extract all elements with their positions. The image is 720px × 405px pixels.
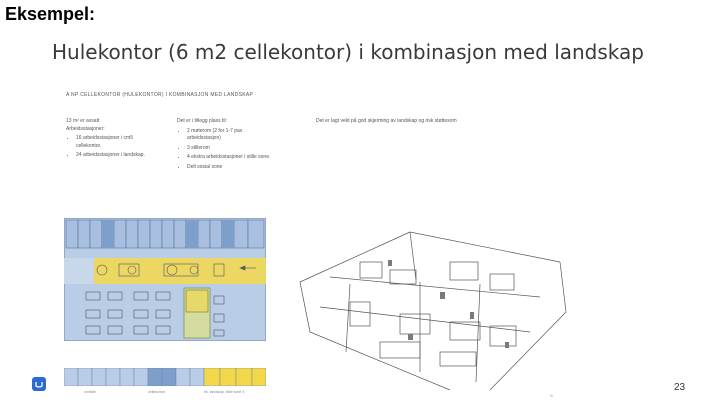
page-number: 23 bbox=[674, 382, 686, 393]
list-item: • 4 ekstra arbeidsstasjoner i stille sone. bbox=[187, 154, 275, 162]
list-item: • Delt sosial sone bbox=[187, 164, 275, 172]
list-item: • 2 møterom (2 for 1-7 pax arbeidsstasjon) bbox=[187, 128, 275, 143]
workstation-column bbox=[66, 118, 158, 162]
legend-caption: bh, landskap, stille sone 3 bbox=[204, 390, 245, 394]
note-column bbox=[316, 118, 476, 126]
list-item: • 3 stillerom bbox=[187, 145, 275, 153]
extra-space-list bbox=[177, 128, 275, 172]
area-text: 13 m² er avsatt bbox=[66, 118, 100, 124]
workstations-heading: Arbeidsstasjoner: bbox=[66, 125, 105, 132]
sketch-mark: Ill. bbox=[550, 394, 554, 398]
legend-strip bbox=[64, 368, 266, 386]
floorplan-illustration bbox=[64, 218, 266, 341]
list-item: • 24 arbeidsstasjoner i landskap. bbox=[76, 152, 158, 160]
office-sketch-illustration bbox=[290, 222, 570, 390]
slide-title: Hulekontor (6 m2 cellekontor) i kombinasjon med landskap bbox=[52, 40, 644, 64]
legend-caption: cellekontor bbox=[148, 390, 165, 394]
document-heading: A NP CELLEKONTOR (HULEKONTOR) I KOMBINASJON MED LANDSKAP bbox=[66, 92, 254, 98]
extra-space-column bbox=[177, 118, 275, 173]
legend-caption: område bbox=[84, 390, 96, 394]
logo-icon bbox=[32, 377, 46, 391]
workstation-list bbox=[66, 135, 158, 160]
list-item: • 16 arbeidsstasjoner i cm5 cellekontor. bbox=[76, 135, 158, 150]
note-text: Det er lagt vekt på god skjerming av landskap og risk støttesom bbox=[316, 118, 457, 124]
example-label: Eksempel: bbox=[5, 4, 96, 24]
extra-space-heading: Det er i tillegg plass til: bbox=[177, 118, 228, 124]
